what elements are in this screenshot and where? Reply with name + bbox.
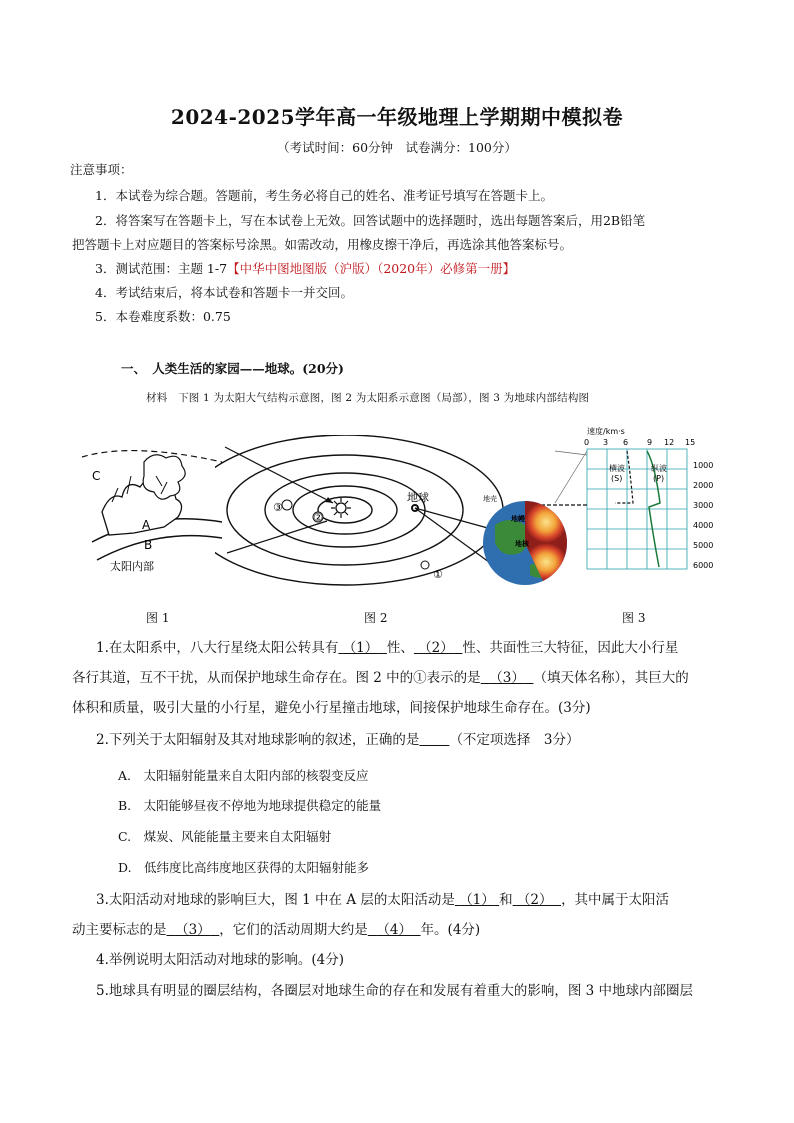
fig3-y-tick-5000: 5000	[693, 541, 714, 550]
notice-3	[95, 257, 515, 281]
q3-text-b: 和	[499, 892, 513, 908]
exam-title: 2024-2025学年高一年级地理上学期期中模拟卷	[170, 105, 624, 129]
fig3-s-wave-sub: (S)	[611, 474, 623, 483]
q3-blank-4	[368, 922, 421, 938]
q1-line-1	[96, 633, 678, 663]
fig3-x-tick-0: 0	[584, 438, 590, 447]
q3-blank-2-label: （2）	[516, 892, 553, 908]
figure-3-earth-interior	[475, 425, 725, 597]
fig3-x-tick-15: 15	[685, 438, 696, 447]
q3-blank-3	[167, 922, 220, 938]
q2-option-b: B. 太阳能够昼夜不停地为地球提供稳定的能量	[118, 798, 382, 813]
q3-text-d: 动主要标志的是	[72, 922, 167, 938]
fig3-x-tick-6: 6	[623, 438, 629, 447]
notice-4: 4．考试结束后，将本试卷和答题卡一并交回。	[95, 285, 353, 300]
q1-text-a: 1.在太阳系中，八大行星绕太阳公转具有	[96, 640, 339, 656]
q2-stem-b: （不定项选择 3分）	[449, 732, 580, 748]
q3-line-2	[72, 915, 480, 945]
fig2-label-2: ②	[313, 511, 323, 524]
notice-3-scope: 【中华中图地图版（沪版）（2020年）必修第一册】	[227, 261, 516, 276]
q2-option-a: A. 太阳辐射能量来自太阳内部的核裂变反应	[118, 768, 369, 783]
figure-3-caption: 图 3	[622, 611, 646, 625]
q3-line-1	[96, 885, 669, 915]
fig3-p-wave: 纵波	[651, 464, 667, 473]
q1-blank-2	[414, 640, 462, 656]
notice-3-prefix: 3．测试范围：主题 1-7	[95, 261, 228, 276]
q1-blank-3-label: （3）	[489, 670, 525, 686]
fig1-label-sun-interior: 太阳内部	[110, 560, 154, 573]
q1-text-b: 性、	[386, 640, 414, 656]
q4-text: 4.举例说明太阳活动对地球的影响。(4分)	[96, 952, 345, 968]
q3-blank-1	[455, 892, 499, 908]
notice-2-cont: 把答题卡上对应题目的答案标号涂黑。如需改动，用橡皮擦干净后，再选涂其他答案标号。	[72, 237, 573, 252]
q1-blank-1	[338, 640, 386, 656]
q1-blank-3	[481, 670, 534, 686]
notice-2: 2．将答案写在答题卡上，写在本试卷上无效。回答试题中的选择题时，选出每题答案后，用2B铅笔	[95, 213, 646, 228]
figure-2-solar-system	[215, 435, 505, 595]
fig3-y-tick-6000: 6000	[693, 561, 714, 570]
fig2-label-3: ③	[273, 501, 283, 514]
fig2-label-earth: 地球	[407, 491, 429, 504]
fig3-label-core: 地核	[515, 540, 529, 548]
fig3-x-tick-12: 12	[664, 438, 675, 447]
q1-line-3: 体积和质量，吸引大量的小行星，避免小行星撞击地球，间接保护地球生命存在。(3分)	[72, 700, 591, 716]
q3-blank-1-label: （1）	[459, 892, 495, 908]
fig1-label-a: A	[142, 518, 151, 532]
fig3-x-tick-3: 3	[603, 438, 609, 447]
q3-blank-2	[513, 892, 561, 908]
fig3-grid	[587, 449, 687, 569]
fig1-label-c: C	[92, 469, 101, 483]
fig3-x-tick-9: 9	[647, 438, 653, 447]
q2-answer-blank	[419, 732, 449, 748]
q5-text: 5.地球具有明显的圈层结构，各圈层对地球生命的存在和发展有着重大的影响，图 3 中地球内部圈层	[96, 983, 694, 999]
fig3-p-wave-sub: (P)	[653, 474, 665, 483]
figure-2-caption: 图 2	[364, 611, 388, 625]
section-title: 一、 人类生活的家园——地球。(20分)	[121, 361, 344, 376]
q2-option-c: C. 煤炭、风能能量主要来自太阳辐射	[118, 829, 332, 844]
fig1-label-b: B	[144, 538, 153, 552]
q1-blank-2-label: （2）	[418, 640, 454, 656]
q1-text-c: 性、共面性三大特征，因此大小行星	[462, 640, 679, 656]
fig3-y-tick-4000: 4000	[693, 521, 714, 530]
fig2-label-1: ①	[433, 568, 443, 581]
q1-text-d: 各行其道，互不干扰，从而保护地球生命存在。图 2 中的①表示的是	[72, 670, 481, 686]
fig3-label-mantle: 地幔	[511, 515, 525, 523]
fig3-s-wave: 横波	[609, 464, 625, 473]
q3-blank-4-label: （4）	[376, 922, 412, 938]
fig3-label-crust: 地壳	[483, 495, 497, 503]
notice-5: 5．本卷难度系数：0.75	[95, 309, 231, 324]
q3-text-a: 3.太阳活动对地球的影响巨大，图 1 中在 A 层的太阳活动是	[96, 892, 455, 908]
sun-icon	[331, 498, 351, 518]
figure-1-caption: 图 1	[146, 611, 170, 625]
fig3-speed-unit: 速度/km·s	[587, 427, 625, 436]
q1-line-2	[72, 663, 689, 693]
material-text: 材料 下图 1 为太阳大气结构示意图，图 2 为太阳系示意图（局部），图 3 为地球内部结构图	[146, 392, 590, 404]
figure-1-sun-atmosphere	[72, 432, 227, 592]
notice-heading: 注意事项：	[70, 162, 133, 177]
exam-subtitle: （考试时间：60分钟 试卷满分：100分）	[277, 140, 517, 155]
fig3-y-tick-2000: 2000	[693, 481, 714, 490]
fig3-x-ticks	[584, 438, 695, 447]
q2-stem	[96, 725, 580, 755]
q3-text-e: ，它们的活动周期大约是	[219, 922, 368, 938]
q2-stem-a: 2.下列关于太阳辐射及其对地球影响的叙述，正确的是	[96, 732, 420, 748]
q3-text-f: 年。(4分)	[420, 922, 481, 938]
q3-text-c: ，其中属于太阳活	[561, 892, 670, 908]
q3-blank-3-label: （3）	[175, 922, 211, 938]
q1-text-e: （填天体名称），其巨大的	[533, 670, 689, 686]
fig3-y-tick-3000: 3000	[693, 501, 714, 510]
fig3-y-tick-1000: 1000	[693, 461, 714, 470]
fig3-y-ticks	[693, 461, 713, 570]
q1-blank-1-label: （1）	[342, 640, 379, 656]
notice-1: 1．本试卷为综合题。答题前，考生务必将自己的姓名、准考证号填写在答题卡上。	[95, 188, 553, 203]
q2-option-d: D. 低纬度比高纬度地区获得的太阳辐射能多	[118, 860, 370, 875]
